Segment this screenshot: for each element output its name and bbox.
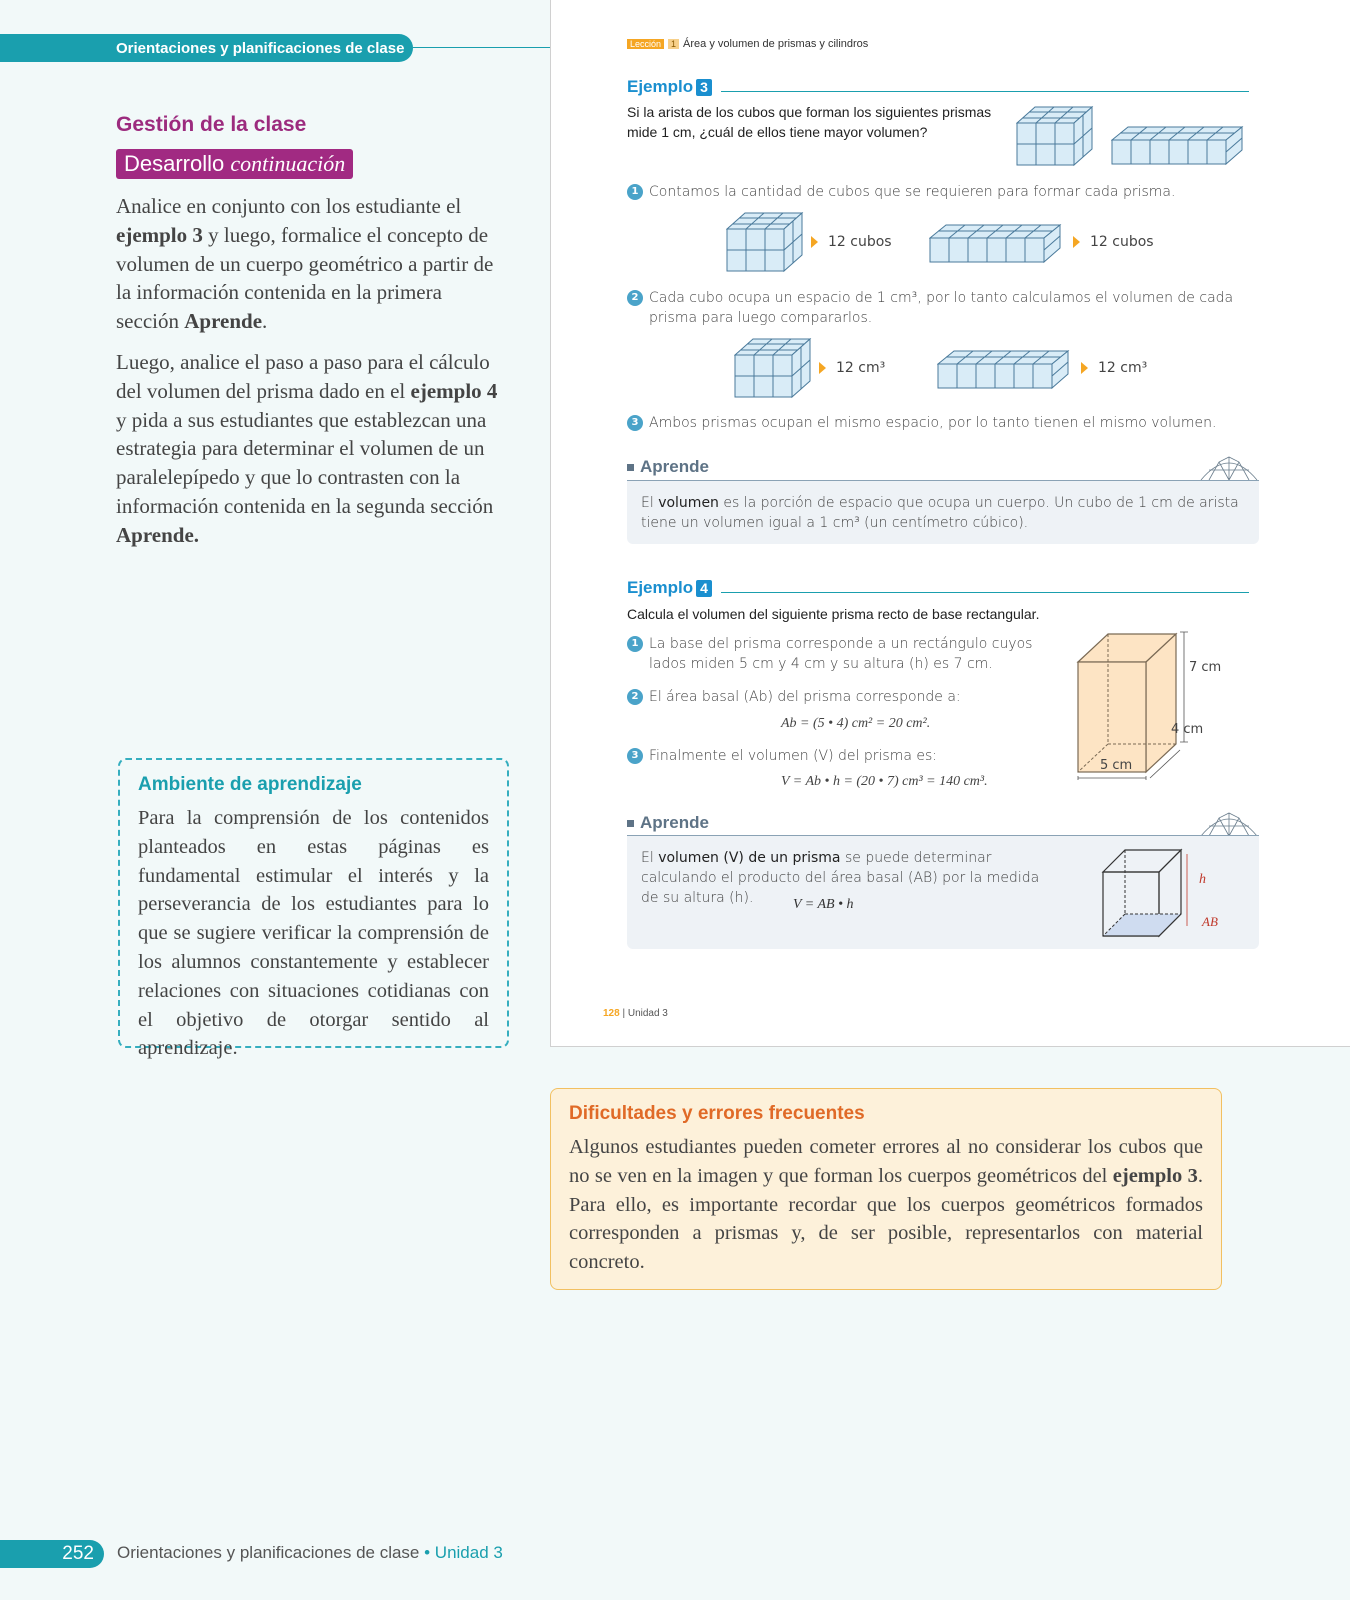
leccion-number: 1 bbox=[668, 39, 679, 49]
ejemplo-3-question: Si la arista de los cubos que forman los siguientes prismas mide 1 cm, ¿cuál de ellos tiene mayor volumen? bbox=[627, 104, 992, 140]
page-number: 252 bbox=[0, 1540, 104, 1568]
ejemplo-4-step-1: 1 La base del prisma corresponde a un rectángulo cuyos lados miden 5 cm y 4 cm y su altura (h) es 7 cm. bbox=[627, 634, 1047, 674]
result-12-cubos-a: 12 cubos bbox=[811, 234, 892, 250]
geodesic-dome-icon bbox=[1199, 452, 1259, 482]
book-page-unit: Unidad 3 bbox=[627, 1008, 668, 1019]
header-line bbox=[413, 47, 550, 48]
ejemplo-4-rule bbox=[721, 592, 1249, 593]
ejemplo-3-step-2: 2 Cada cubo ocupa un espacio de 1 cm³, por lo tanto calculamos el volumen de cada prisma para luego compararlos. bbox=[627, 288, 1247, 328]
leccion-label: Lección bbox=[627, 39, 664, 49]
dimension-depth: 4 cm bbox=[1171, 722, 1204, 737]
book-page bbox=[550, 0, 1350, 1047]
header-tab bbox=[0, 34, 413, 62]
desarrollo-label: Desarrollo bbox=[124, 151, 225, 176]
footer-text: Orientaciones y planificaciones de clase • Unidad 3 bbox=[117, 1543, 503, 1562]
paragraph-1: Analice en conjunto con los estudiante el ejemplo 3 y luego, formalice el concepto de volumen de un cuerpo geométrico a partir de la información contenida en la primera sección Aprende. bbox=[116, 194, 494, 334]
ejemplo-4-step-2: 2 El área basal (Ab) del prisma corresponde a: bbox=[627, 687, 961, 707]
aprende-2-heading: Aprende bbox=[627, 813, 709, 833]
ambiente-title: Ambiente de aprendizaje bbox=[138, 774, 362, 795]
ejemplo-4-formula-2: V = Ab • h = (20 • 7) cm³ = 140 cm³. bbox=[781, 774, 988, 789]
aprende-1-text: El volumen es la porción de espacio que ocupa un cuerpo. Un cubo de 1 cm de arista tiene un volumen igual a 1 cm³ (un centímetro cúbico). bbox=[641, 495, 1239, 531]
ejemplo-3-step-1: 1 Contamos la cantidad de cubos que se requieren para formar cada prisma. bbox=[627, 182, 1175, 202]
geodesic-dome-icon bbox=[1199, 808, 1259, 838]
footer-unit: Unidad 3 bbox=[434, 1543, 503, 1562]
prism-outline-figure bbox=[1101, 848, 1191, 940]
aprende-2-formula: V = AB • h bbox=[793, 897, 854, 912]
ejemplo-3-step-3: 3 Ambos prismas ocupan el mismo espacio, por lo tanto tienen el mismo volumen. bbox=[627, 413, 1216, 433]
prism-cube-question bbox=[1016, 106, 1098, 170]
label-ab: AB bbox=[1202, 914, 1218, 929]
desarrollo-badge bbox=[116, 149, 353, 179]
leccion-title: Área y volumen de prismas y cilindros bbox=[683, 38, 869, 50]
ejemplo-4-formula-1: Ab = (5 • 4) cm² = 20 cm². bbox=[781, 716, 931, 731]
aprende-1-heading: Aprende bbox=[627, 457, 709, 477]
book-page-footer: 128 | Unidad 3 bbox=[603, 1008, 668, 1019]
continuacion-label: continuación bbox=[230, 151, 346, 176]
ejemplo-3-rule bbox=[721, 91, 1249, 92]
aprende-2-text: El volumen (V) de un prisma se puede determinar calculando el producto del área basal (AB) por la medida de su altura (h). bbox=[641, 850, 1040, 906]
result-12-cm3-a: 12 cm³ bbox=[819, 360, 885, 376]
prism-long-step2 bbox=[937, 350, 1072, 392]
leccion-tag bbox=[627, 38, 868, 50]
paragraph-2: Luego, analice el paso a paso para el cálculo del volumen del prisma dado en el ejemplo 4 y pida a sus estudiantes que establezcan una estrategia para determinar el volumen de un paralelepípedo y que lo contrasten con la información contenida en la segunda sección Aprende. bbox=[116, 350, 498, 547]
ejemplo-4-question: Calcula el volumen del siguiente prisma recto de base rectangular. bbox=[627, 606, 1040, 622]
gestion-title: Gestión de la clase bbox=[116, 113, 307, 136]
ejemplo-4-heading: Ejemplo 4 bbox=[627, 578, 712, 598]
ejemplo-4-number: 4 bbox=[696, 580, 712, 597]
dimension-height: 7 cm bbox=[1189, 660, 1222, 675]
result-12-cubos-b: 12 cubos bbox=[1073, 234, 1154, 250]
result-12-cm3-b: 12 cm³ bbox=[1081, 360, 1147, 376]
header-title: Orientaciones y planificaciones de clase bbox=[116, 40, 405, 57]
ambiente-text: Para la comprensión de los contenidos planteados en estas páginas es fundamental estimular el interés y la perseverancia de los estudiantes para lo que se sugiere verificar la comprensión de los alumnos constantemente y establecer relaciones con situaciones cotidianas con el objetivo de otorgar sentido al aprendizaje. bbox=[138, 807, 489, 1060]
dificultades-box bbox=[550, 1088, 1222, 1290]
ejemplo-3-heading: Ejemplo 3 bbox=[627, 77, 712, 97]
prism-cube-step2 bbox=[734, 338, 816, 402]
prism-long-question bbox=[1111, 126, 1246, 168]
dificultades-text: Algunos estudiantes pueden cometer errores al no considerar los cubos que no se ven en la imagen y que forman los cuerpos geométricos del ejemplo 3. Para ello, es importante recordar que los cuerpos geométricos formados corresponden a prismas y, de ser posible, representarlos con material concreto. bbox=[569, 1136, 1203, 1274]
ambiente-box bbox=[118, 758, 509, 1060]
dimension-width: 5 cm bbox=[1100, 758, 1133, 773]
dificultades-title: Dificultades y errores frecuentes bbox=[569, 1103, 865, 1124]
prism-long-step1 bbox=[929, 224, 1064, 266]
ejemplo-3-number: 3 bbox=[696, 79, 712, 96]
ejemplo-4-step-3: 3 Finalmente el volumen (V) del prisma es: bbox=[627, 746, 937, 766]
book-page-number: 128 bbox=[603, 1008, 620, 1019]
prism-cube-step1 bbox=[726, 212, 808, 276]
label-h: h bbox=[1199, 872, 1206, 887]
